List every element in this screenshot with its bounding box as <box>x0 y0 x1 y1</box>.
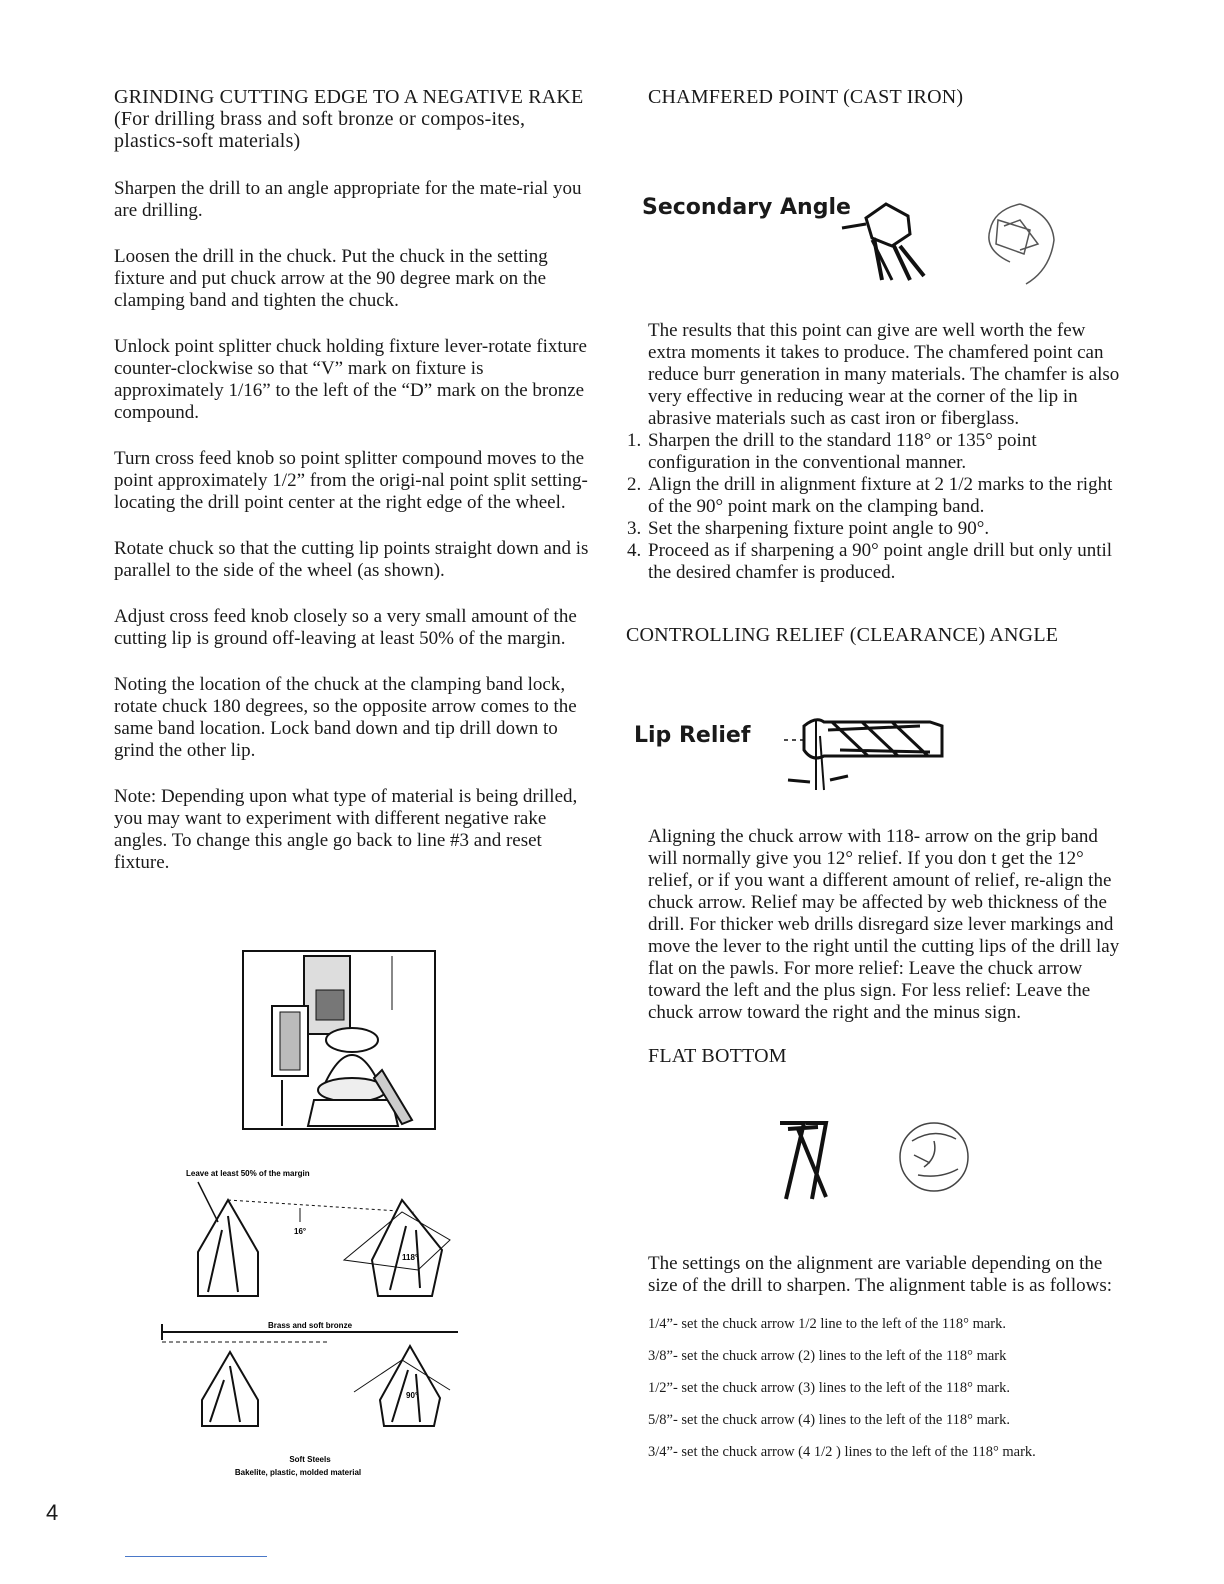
alignment-table-row: 3/4”- set the chuck arrow (4 1/2 ) lines to the left of the 118° mark. <box>648 1444 1036 1460</box>
left-paragraph: Unlock point splitter chuck holding fixture lever-rotate fixture counter-clockwise so that “V” mark on fixture is approximately 1/16” to the left of the “D” mark on the bronze compound. <box>114 336 587 423</box>
chamfer-step: 4. Proceed as if sharpening a 90° point angle drill but only until the desired chamfer is produced. <box>646 540 1126 584</box>
chamfer-step: 2. Align the drill in alignment fixture at 2 1/2 marks to the right of the 90° point mark on the clamping band. <box>646 474 1126 518</box>
relief-paragraph: Aligning the chuck arrow with 118- arrow on the grip band will normally give you 12° relief. If you don t get the 12° relief, or if you want a different amount of relief, re-align the chuck arrow. Relief may be affected by web thickness of the drill. For thicker web drills disregard size lever markings and move the lever to the right until the cutting lips of the drill lay flat on the pawls. For more relief: Leave the chuck arrow toward the left and the plus sign. For less relief: Leave the chuck arrow toward the right and the minus sign. <box>648 826 1120 1023</box>
chamfered-drill-icon <box>838 194 948 284</box>
lip-relief-label: Lip Relief <box>634 723 751 748</box>
angle-90-label: 90° <box>406 1391 419 1400</box>
diagram-top-caption: Leave at least 50% of the margin <box>186 1169 310 1178</box>
relief-angle-heading: CONTROLLING RELIEF (CLEARANCE) ANGLE <box>626 624 1059 646</box>
chamfer-step: 1. Sharpen the drill to the standard 118° or 135° point configuration in the conventional manner. <box>646 430 1126 474</box>
chamfer-text-block <box>648 320 1126 584</box>
flat-bottom-heading: FLAT BOTTOM <box>648 1045 787 1067</box>
left-column <box>114 86 592 874</box>
flat-bottom-end-view-icon <box>894 1117 978 1199</box>
alignment-table <box>648 1315 1126 1461</box>
left-paragraph: Rotate chuck so that the cutting lip points straight down and is parallel to the side of the wheel (as shown). <box>114 538 589 581</box>
left-paragraph: Turn cross feed knob so point splitter compound moves to the point approximately 1/2” from the origi-nal point split setting-locating the drill point center at the right edge of the wheel. <box>114 448 588 513</box>
alignment-table-row: 5/8”- set the chuck arrow (4) lines to the left of the 118° mark. <box>648 1412 1011 1428</box>
diagram-bottom-caption-2: Bakelite, plastic, molded material <box>234 1468 362 1477</box>
chamfered-end-view-icon <box>980 200 1060 290</box>
chamfer-intro-paragraph: The results that this point can give are well worth the few extra moments it takes to produce. The chamfered point can reduce burr generation in many materials. The chamfer is also very effective in reducing wear at the corner of the lip in abrasive materials such as cast iron or fiberglass. <box>648 320 1120 429</box>
relief-text-block <box>648 826 1126 1461</box>
left-paragraph: Noting the location of the chuck at the clamping band lock, rotate chuck 180 degrees, so the opposite arrow comes to the same band location. Lock band down and tip drill down to grind the other lip. <box>114 674 577 761</box>
negative-rake-heading <box>114 86 592 152</box>
lip-relief-figure <box>626 646 1126 826</box>
diagram-middle-caption: Brass and soft bronze <box>268 1321 353 1330</box>
negative-rake-heading-bold: GRINDING CUTTING EDGE TO A NEGATIVE RAKE <box>114 86 584 108</box>
right-column <box>626 86 1126 1475</box>
fixture-illustration <box>242 950 436 1130</box>
chamfered-point-heading: CHAMFERED POINT (CAST IRON) <box>648 86 964 108</box>
diagram-bottom-caption-1: Soft Steels <box>289 1455 331 1464</box>
flat-bottom-drill-icon <box>776 1119 836 1201</box>
secondary-angle-label: Secondary Angle <box>642 195 851 220</box>
left-paragraph: Adjust cross feed knob closely so a very small amount of the cutting lip is ground off-leaving at least 50% of the margin. <box>114 606 577 649</box>
alignment-table-row: 1/2”- set the chuck arrow (3) lines to the left of the 118° mark. <box>648 1380 1011 1396</box>
negative-rake-diagram <box>158 1160 458 1482</box>
negative-rake-heading-rest: (For drilling brass and soft bronze or compos-ites, plastics-soft materials) <box>114 108 526 152</box>
left-paragraph: Sharpen the drill to an angle appropriate for the mate-rial you are drilling. <box>114 178 582 221</box>
angle-16-label: 16° <box>294 1227 307 1236</box>
left-paragraph: Loosen the drill in the chuck. Put the chuck in the setting fixture and put chuck arrow at the 90 degree mark on the clamping band and tighten the chuck. <box>114 246 548 311</box>
alignment-table-row: 1/4”- set the chuck arrow 1/2 line to the left of the 118° mark. <box>648 1316 1006 1332</box>
page-number: 4 <box>46 1500 59 1525</box>
footer-rule <box>125 1556 267 1557</box>
chamfer-steps-list <box>626 430 1126 584</box>
table-intro-paragraph: The settings on the alignment are variable depending on the size of the drill to sharpen. The alignment table is as follows: <box>648 1253 1112 1296</box>
flat-bottom-figure <box>648 1067 1126 1253</box>
chamfer-step: 3. Set the sharpening fixture point angle to 90°. <box>646 518 1126 540</box>
left-paragraph: Note: Depending upon what type of material is being drilled, you may want to experiment with different negative rake angles. To change this angle go back to line #3 and reset fixture. <box>114 786 578 873</box>
angle-118-label: 118° <box>402 1253 419 1262</box>
lip-relief-drill-icon <box>780 706 956 802</box>
alignment-table-row: 3/8”- set the chuck arrow (2) lines to the left of the 118° mark <box>648 1348 1007 1364</box>
secondary-angle-figure <box>626 108 1126 320</box>
